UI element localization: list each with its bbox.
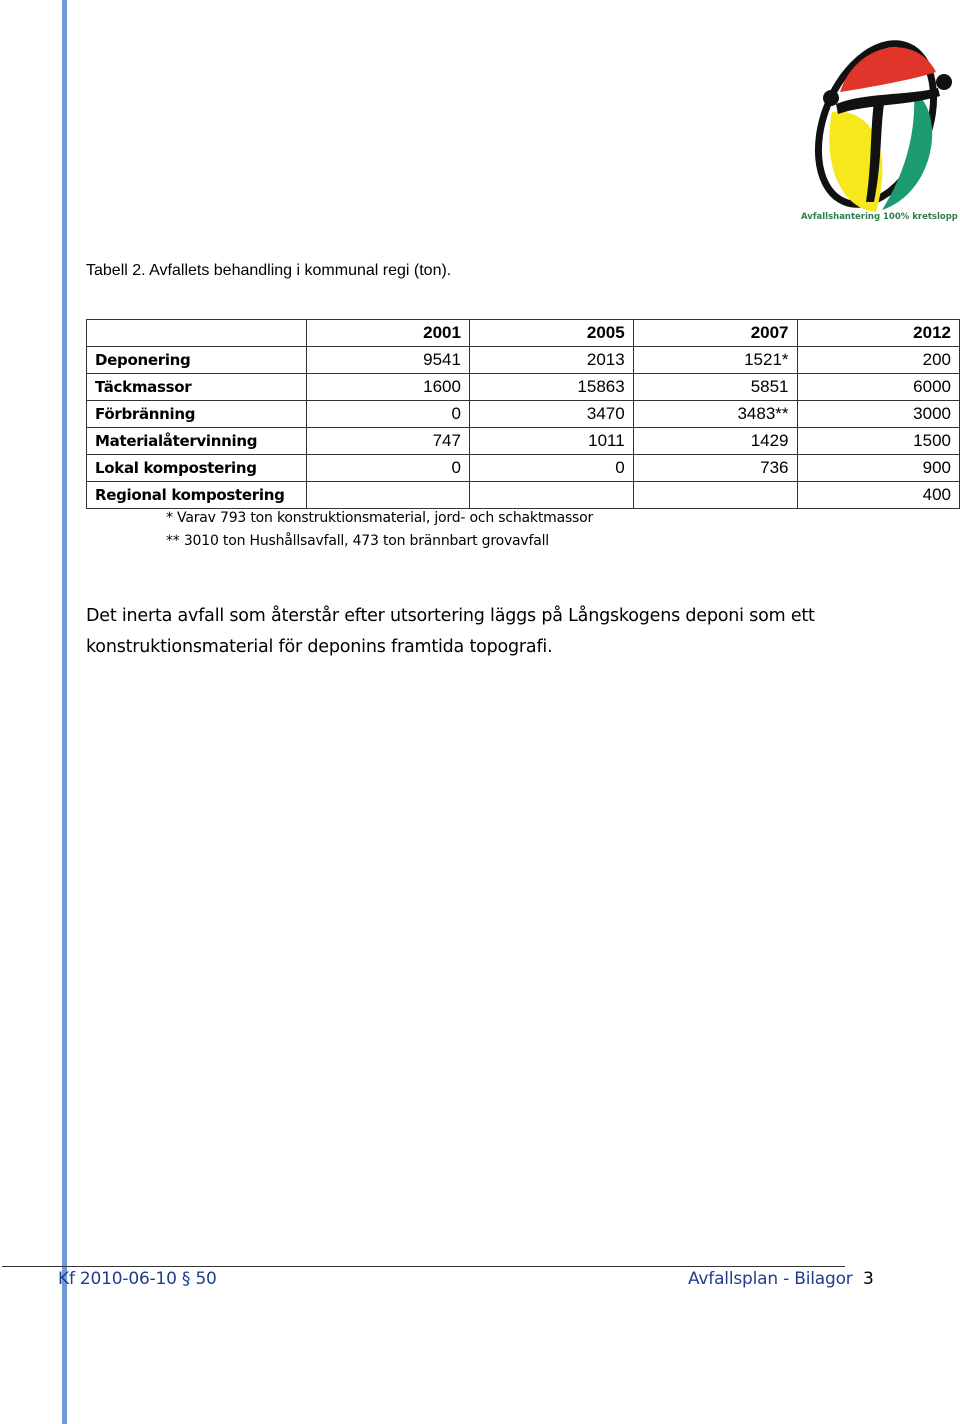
table-row [87, 482, 960, 509]
table-footnote: ** 3010 ton Hushållsavfall, 473 ton brännbart grovavfall [166, 533, 549, 549]
table-cell [469, 482, 633, 509]
table-cell: 9541 [306, 347, 469, 374]
kretslopp-logo [796, 32, 956, 228]
row-label: Förbränning [87, 401, 307, 428]
logo-caption: Avfallshantering 100% kretslopp [801, 212, 958, 222]
row-label: Materialåtervinning [87, 428, 307, 455]
waste-treatment-table [86, 319, 960, 509]
table-cell: 0 [469, 455, 633, 482]
footer-divider [2, 1266, 845, 1267]
body-paragraph: Det inerta avfall som återstår efter utsortering läggs på Långskogens deponi som ett konstruktionsmaterial för deponins framtida topografi. [86, 606, 815, 657]
year-header: 2001 [306, 320, 469, 347]
table-cell: 1429 [633, 428, 797, 455]
table-cell: 0 [306, 455, 469, 482]
table-row [87, 401, 960, 428]
row-label: Lokal kompostering [87, 455, 307, 482]
table-cell: 0 [306, 401, 469, 428]
table-cell [633, 482, 797, 509]
table-cell: 200 [797, 347, 959, 374]
table-cell: 1500 [797, 428, 959, 455]
table-cell: 15863 [469, 374, 633, 401]
footer-reference: Kf 2010-06-10 § 50 [58, 1269, 217, 1289]
table-cell: 400 [797, 482, 959, 509]
margin-rule [62, 0, 67, 1424]
table-cell: 3000 [797, 401, 959, 428]
table-cell: 6000 [797, 374, 959, 401]
row-label: Deponering [87, 347, 307, 374]
table-row [87, 374, 960, 401]
row-label: Täckmassor [87, 374, 307, 401]
table-row [87, 428, 960, 455]
year-header: 2005 [469, 320, 633, 347]
table-row [87, 455, 960, 482]
table-cell: 5851 [633, 374, 797, 401]
table-cell: 1521* [633, 347, 797, 374]
table-cell: 747 [306, 428, 469, 455]
table-cell: 3470 [469, 401, 633, 428]
table-caption: Tabell 2. Avfallets behandling i kommunal regi (ton). [86, 262, 452, 279]
table-cell: 1011 [469, 428, 633, 455]
table-cell: 900 [797, 455, 959, 482]
table-footnote: * Varav 793 ton konstruktionsmaterial, jord- och schaktmassor [166, 510, 594, 526]
row-label: Regional kompostering [87, 482, 307, 509]
year-header: 2012 [797, 320, 959, 347]
table-cell: 3483** [633, 401, 797, 428]
table-row [87, 347, 960, 374]
table-cell: 1600 [306, 374, 469, 401]
table-header-row [87, 320, 960, 347]
footer-document-title: Avfallsplan - Bilagor [688, 1269, 853, 1289]
table-cell: 2013 [469, 347, 633, 374]
header-empty-cell [87, 320, 307, 347]
page-number: 3 [863, 1269, 874, 1289]
year-header: 2007 [633, 320, 797, 347]
table-cell [306, 482, 469, 509]
table-cell: 736 [633, 455, 797, 482]
